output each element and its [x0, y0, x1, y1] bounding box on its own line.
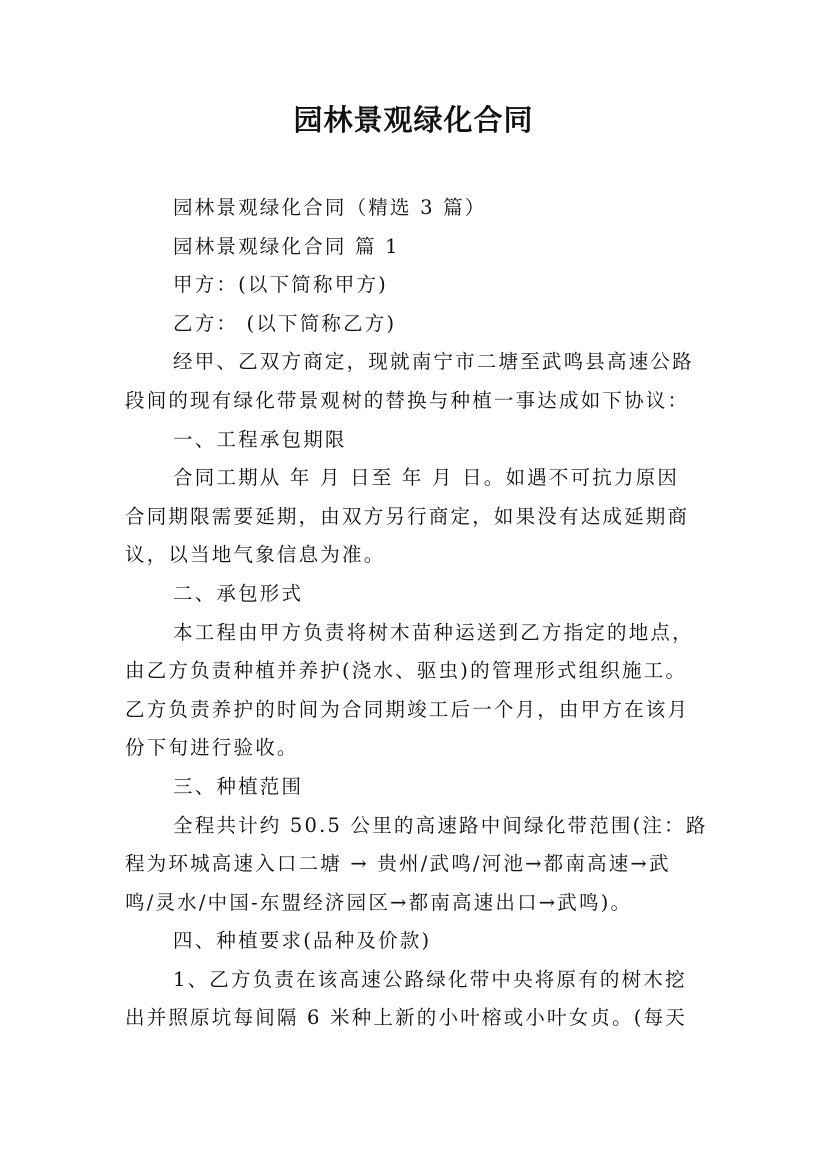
document-body: [125, 189, 710, 1038]
text-line: 1、乙方负责在该高速公路绿化带中央将原有的树木挖: [173, 967, 687, 991]
text-line: 园林景观绿化合同 篇 1: [173, 234, 400, 258]
text-line: 本工程由甲方负责将树木苗种运送到乙方指定的地点，: [173, 620, 694, 644]
text-line: 四、种植要求(品种及价款): [173, 929, 432, 953]
text-line: 程为环城高速入口二塘 → 贵州/武鸣/河池→都南高速→武: [125, 852, 671, 876]
text-line: 份下旬进行验收。: [125, 736, 299, 760]
text-line: 全程共计约 50.5 公里的高速路中间绿化带范围(注：路: [173, 813, 708, 837]
text-line: 园林景观绿化合同（精选 3 篇）: [173, 196, 487, 219]
text-line: 三、种植范围: [173, 774, 304, 798]
text-line: 鸣/灵水/中国-东盟经济园区→都南高速出口→武鸣)。: [125, 890, 633, 914]
document-title: 园林景观绿化合同: [293, 103, 534, 137]
text-line: 乙方： (以下简称乙方): [173, 311, 397, 335]
text-line: 二、承包形式: [173, 581, 304, 605]
text-line: 出并照原坑每间隔 6 米种上新的小叶榕或小叶女贞。(每天: [125, 1006, 688, 1030]
text-line: 合同期限需要延期，由双方另行商定，如果没有达成延期商: [125, 504, 690, 528]
text-line: 由乙方负责种植并养护(浇水、驱虫)的管理形式组织施工。: [125, 659, 688, 683]
text-line: 甲方：(以下简称甲方): [173, 273, 388, 297]
text-line: 段间的现有绿化带景观树的替换与种植一事达成如下协议：: [125, 388, 690, 412]
text-line: 议，以当地气象信息为准。: [125, 543, 386, 567]
text-line: 一、工程承包期限: [173, 427, 347, 451]
text-line: 合同工期从 年 月 日至 年 月 日。如遇不可抗力原因: [173, 466, 680, 490]
text-line: 经甲、乙双方商定，现就南宁市二塘至武鸣县高速公路: [173, 350, 694, 374]
text-line: 乙方负责养护的时间为合同期竣工后一个月，由甲方在该月: [125, 697, 690, 721]
